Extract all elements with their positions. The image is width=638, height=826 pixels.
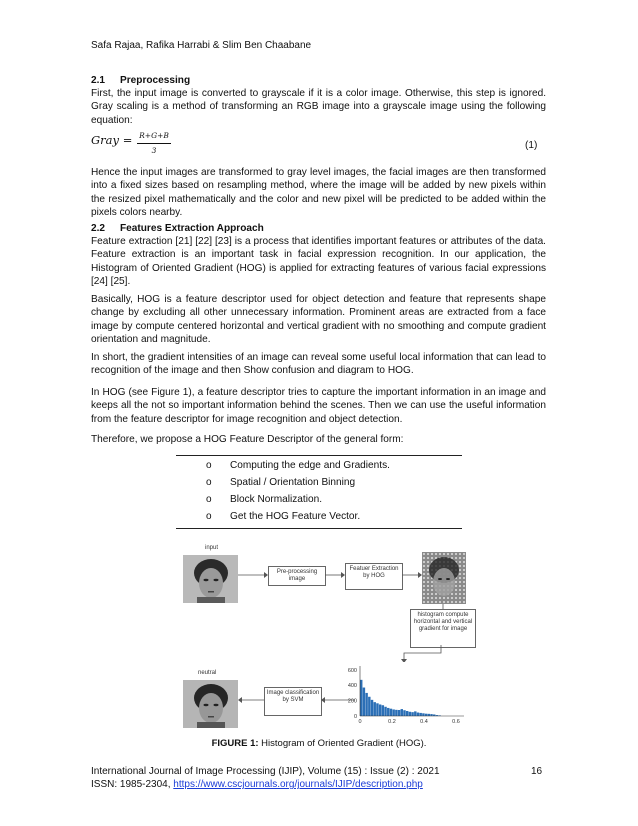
preprocessing-box: Pre-processing image	[268, 566, 326, 586]
list-item	[206, 494, 322, 505]
histogram-bar	[374, 702, 376, 716]
histogram-bar	[417, 713, 419, 716]
list-item-text: Block Normalization.	[230, 494, 322, 505]
histogram-bar	[428, 714, 430, 716]
section-title: Preprocessing	[120, 75, 191, 86]
paragraph: First, the input image is converted to grayscale if it is a color image. Otherwise, this step is ignored. Gray scaling is a method of transforming an RGB image into a grayscale image using the following equation:	[91, 88, 546, 126]
y-tick-label: 600	[347, 667, 357, 674]
equation-numerator: R+G+B	[139, 131, 169, 140]
histogram-bar	[403, 710, 405, 716]
neutral-face-image	[183, 680, 238, 728]
footer-journal: International Journal of Image Processing (IJIP), Volume (15) : Issue (2) : 2021	[91, 766, 440, 777]
list-item-text: Get the HOG Feature Vector.	[230, 511, 361, 522]
section-heading-2-2	[91, 223, 264, 234]
list-item	[206, 477, 355, 488]
classification-box: Image classification by SVM	[264, 687, 322, 716]
histogram-bar	[379, 704, 381, 716]
y-tick-label: 0	[353, 714, 357, 720]
x-tick-label: 0.4	[420, 719, 428, 725]
caption-label: FIGURE 1:	[211, 738, 259, 749]
section-title: Features Extraction Approach	[120, 223, 264, 234]
paragraph: Hence the input images are transformed to gray level images, the facial images are then transformed into a fixed sizes based on resampling method, where the image will be added by new pixels within the resized pixel mathematically and the color and new pixel will be predicted to be added within the pixels colors nearby.	[91, 167, 546, 218]
input-face-image	[183, 555, 238, 603]
list-item	[206, 460, 390, 471]
arrow-icon	[321, 695, 355, 705]
histogram-bar	[384, 707, 386, 716]
paragraph: Feature extraction [21] [22] [23] is a process that identifies important features or attributes of the data. Feature extraction is an important task in facial expression recognition. In our application, the Histogram of Oriented Gradient (HOG) is applied for extracting features of various facial expressions [24] [25].	[91, 236, 546, 287]
input-label: input	[205, 545, 219, 551]
neutral-label: neutral	[198, 670, 217, 676]
x-tick-label: 0.2	[388, 719, 396, 725]
histogram-compute-box: histogram compute horizontal and vertical gradient for image	[410, 609, 476, 648]
fraction-bar	[137, 143, 171, 144]
paragraph: Therefore, we propose a HOG Feature Descriptor of the general form:	[91, 434, 404, 445]
list-item-text: Spatial / Orientation Binning	[230, 477, 356, 488]
histogram-bar	[419, 713, 421, 716]
histogram-bar	[409, 712, 411, 716]
list-bottom-rule	[176, 528, 462, 529]
histogram-chart	[340, 662, 470, 726]
arrow-icon	[325, 570, 345, 580]
histogram-bar	[401, 709, 403, 716]
section-heading-2-1	[91, 75, 190, 86]
histogram-bar	[425, 714, 427, 716]
x-tick-label: 0	[358, 719, 362, 725]
chart-background	[340, 662, 470, 726]
histogram-bar	[382, 705, 384, 716]
page-number: 16	[531, 766, 543, 777]
figure-caption	[0, 738, 638, 749]
equation-number: (1)	[525, 140, 538, 151]
list-item-text: Computing the edge and Gradients.	[230, 460, 390, 471]
feature-extraction-box: Featuer Extraction by HOG	[345, 563, 403, 590]
bullet: o	[206, 511, 212, 522]
list-top-rule	[176, 455, 462, 456]
equation-lhs: Gray =	[91, 133, 133, 147]
histogram-bar	[398, 710, 400, 716]
y-tick-label: 400	[347, 683, 357, 690]
section-number: 2.2	[91, 223, 106, 234]
histogram-bar	[387, 708, 389, 716]
bullet: o	[206, 494, 212, 505]
hog-face-image	[422, 552, 466, 604]
running-header: Safa Rajaa, Rafika Harrabi & Slim Ben Chaabane	[91, 40, 312, 51]
bullet: o	[206, 477, 212, 488]
histogram-bar	[365, 693, 367, 716]
histogram-bar	[392, 709, 394, 716]
issn-text: ISSN: 1985-2304,	[91, 779, 174, 790]
histogram-bar	[395, 710, 397, 716]
caption-text: Histogram of Oriented Gradient (HOG).	[258, 738, 427, 749]
paragraph: In HOG (see Figure 1), a feature descriptor tries to capture the important information in an image and keeps all the not so important information behind the scenes. Then we can use the useful information from the feature descriptor for image recognition and object detection.	[91, 387, 546, 425]
histogram-bar	[368, 697, 370, 716]
arrow-icon	[238, 695, 264, 705]
y-tick-label: 200	[347, 698, 357, 705]
histogram-bar	[422, 713, 424, 716]
arrow-icon	[238, 570, 268, 580]
paragraph: In short, the gradient intensities of an image can reveal some useful local information that can lead to recognition of the image and then Show confusion and diagram to HOG.	[91, 352, 546, 377]
list-item	[206, 511, 360, 522]
histogram-bar	[376, 703, 378, 716]
histogram-bar	[371, 700, 373, 716]
histogram-bar	[411, 712, 413, 716]
histogram-bar	[406, 711, 408, 716]
arrow-icon	[400, 645, 445, 663]
footer-issn	[91, 779, 423, 790]
histogram-bar	[414, 711, 416, 716]
equation-denominator: 3	[151, 146, 157, 155]
journal-link[interactable]: https://www.cscjournals.org/journals/IJIP/description.php	[173, 779, 423, 790]
histogram-bar	[360, 680, 362, 716]
section-number: 2.1	[91, 75, 106, 86]
arrow-icon	[402, 570, 422, 580]
bullet: o	[206, 460, 212, 471]
histogram-bar	[390, 709, 392, 716]
x-tick-label: 0.6	[452, 719, 460, 725]
histogram-bar	[363, 688, 365, 716]
paragraph: Basically, HOG is a feature descriptor used for object detection and feature that represents shape change by excluding all other unnecessary information. Prominent areas are extracted from a face image by compute centered horizontal and vertical gradient with no smoothing and compute gradient orientation and magnitude.	[91, 294, 546, 345]
